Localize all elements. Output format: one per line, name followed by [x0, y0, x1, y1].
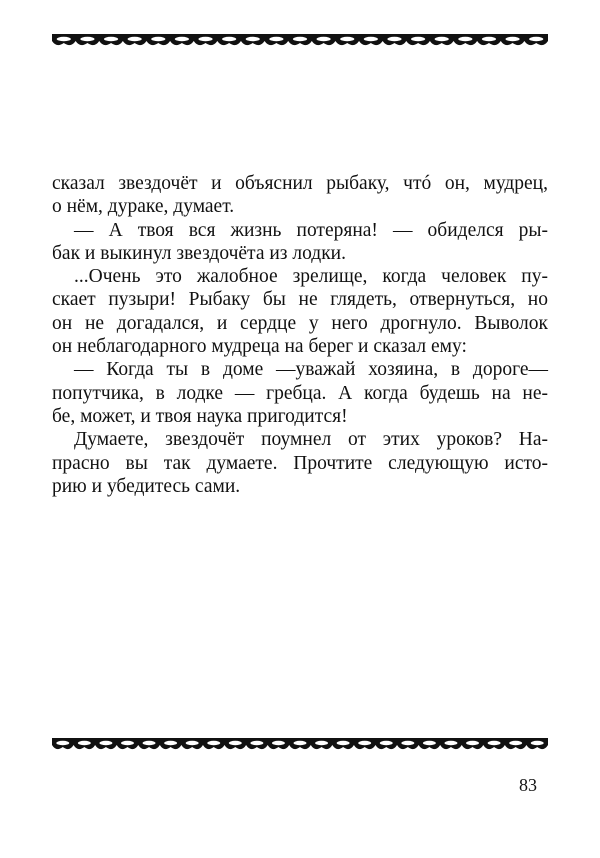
bottom-ornament-border — [52, 736, 548, 754]
text-line: прасно вы так думаете. Прочтите следующую исто- — [52, 452, 548, 474]
text-line: сказал звездочёт и объяснил рыбаку, чтó он, мудрец, — [52, 173, 548, 194]
page-number: 83 — [519, 775, 537, 795]
text-line: — А твоя вся жизнь потеряна! — обиделся ры- — [74, 219, 548, 241]
text-line: — Когда ты в доме —уважай хозяина, в дороге— — [74, 359, 548, 381]
text-line: рию и убедитесь сами. — [52, 475, 241, 497]
text-line: он неблагодарного мудреца на берег и сказал ему: — [52, 336, 467, 358]
text-line: бе, может, и твоя наука пригодится! — [52, 405, 348, 427]
text-line: Думаете, звездочёт поумнел от этих уроков? На- — [74, 429, 548, 451]
top-ornament-border — [52, 32, 548, 50]
text-line: о нём, дураке, думает. — [52, 196, 235, 218]
text-line: бак и выкинул звездочёта из лодки. — [52, 242, 346, 264]
text-line: скает пузыри! Рыбаку бы не глядеть, отвернуться, но — [52, 289, 548, 311]
text-line: ...Очень это жалобное зрелище, когда человек пу- — [74, 266, 548, 288]
body-text — [52, 172, 548, 498]
text-line: он не догадался, и сердце у него дрогнуло. Выволок — [52, 312, 548, 334]
text-line: попутчика, в лодке — гребца. А когда будешь на не- — [52, 382, 548, 404]
